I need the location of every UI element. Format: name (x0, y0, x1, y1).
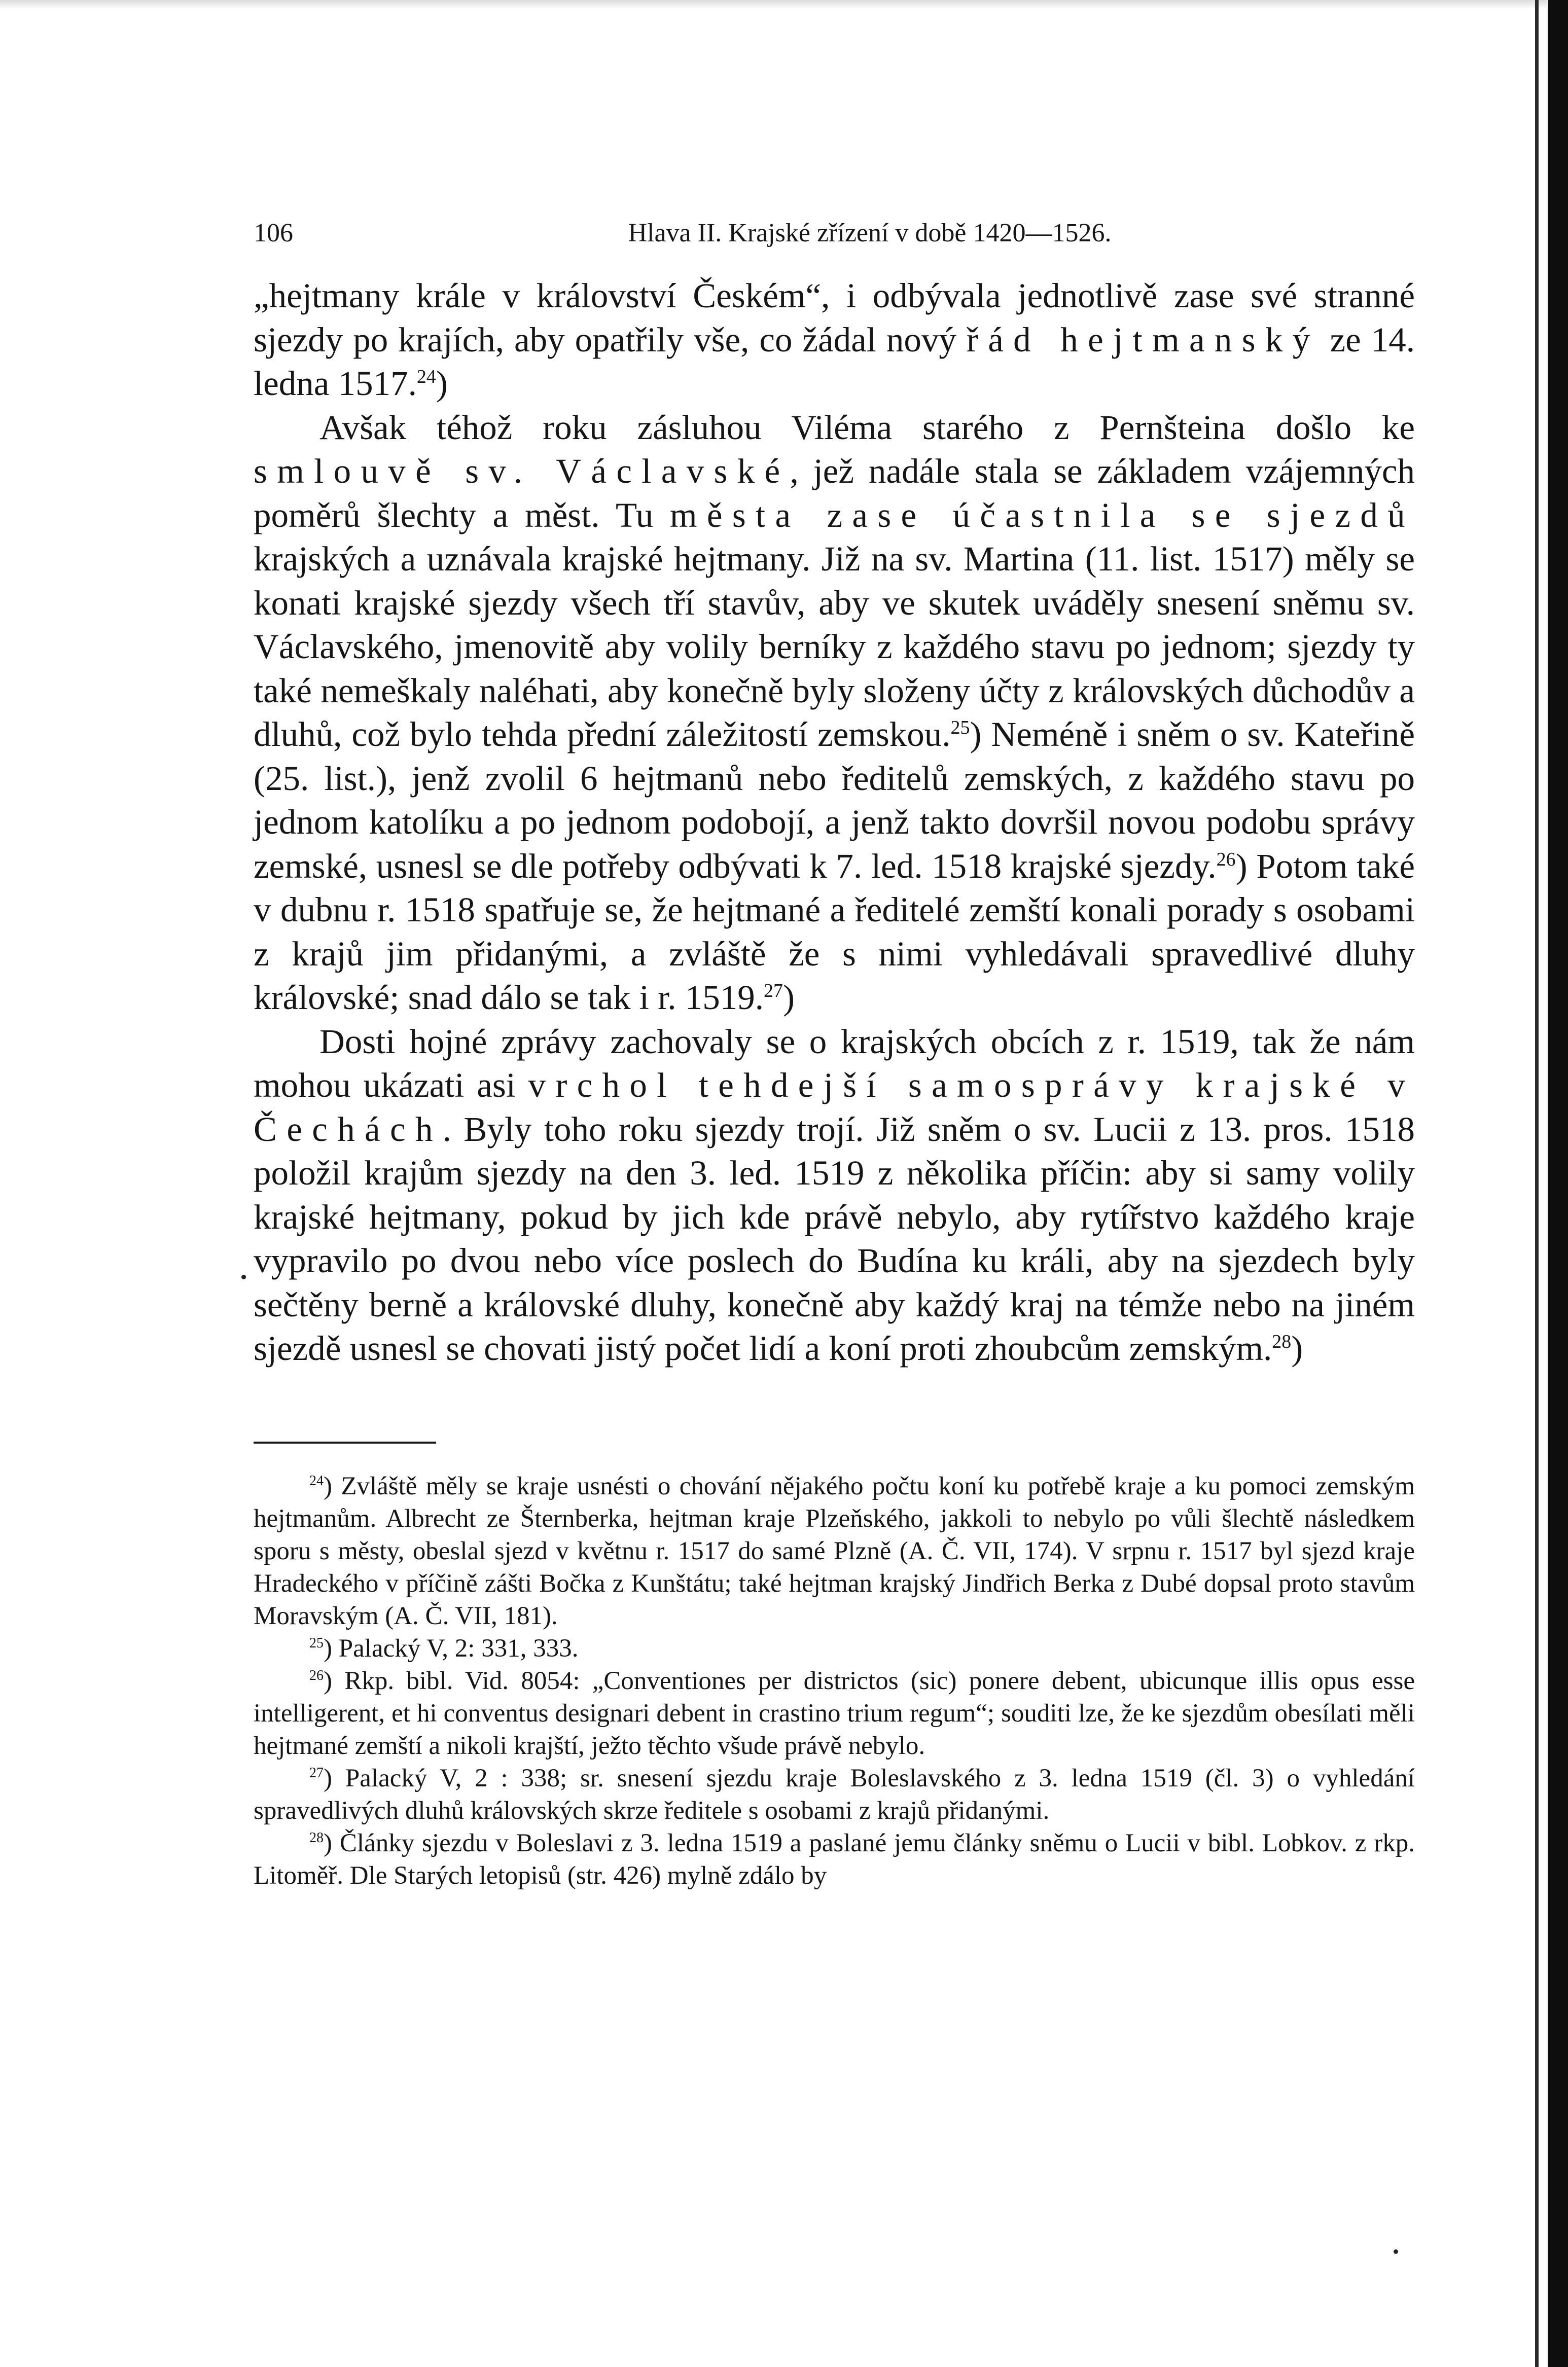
note-ref-28: 28 (1272, 1331, 1292, 1352)
footnote-text: ) Palacký V, 2 : 338; sr. snesení sjezdu kraje Boleslavského z 3. ledna 1519 (čl. 3) o vyhledání spravedlivých dluhů královských skrze ředitele s osobami z krajů přidanými. (254, 1764, 1415, 1825)
note-ref-27: 27 (764, 980, 783, 1001)
footnote-text: ) Palacký V, 2: 331, 333. (324, 1634, 579, 1663)
margin-speck (1394, 2249, 1398, 2254)
footnote-mark: 24 (309, 1473, 324, 1489)
paragraph-3-text-a: Dosti hojné zprávy zachovaly se o krajských obcích z r. 1519, tak že nám mohou ukázati asi (254, 1022, 1415, 1104)
footnote-mark: 25 (309, 1635, 324, 1651)
footnote-text: ) Rkp. bibl. Vid. 8054: „Conventiones per districtos (sic) ponere debent, ubicunque illis opus esse intelligerent, et hi conventus designari debent in crastino trium regum“; souditi lze, že ke sjezdům obesílati měli hejtmané zemští a nikoli krajští, ježto těchto všude právě nebylo. (254, 1666, 1415, 1760)
footnote-mark: 27 (309, 1765, 324, 1781)
margin-speck (241, 1275, 246, 1279)
footnote-text: ) Články sjezdu v Boleslavi z 3. ledna 1519 a paslané jemu články sněmu o Lucii v bibl. Lobkov. z rkp. Litoměř. Dle Starých letopisů (str. 426) mylně zdálo by (254, 1828, 1415, 1890)
spaced-phrase-mesta: města zase účastnila se sjezdů (669, 495, 1415, 534)
paragraph-2 (254, 406, 1415, 1020)
running-head (254, 213, 1415, 254)
footnote-24 (254, 1470, 1415, 1632)
footnote-mark: 26 (309, 1667, 324, 1683)
note-ref-25: 25 (950, 717, 970, 738)
paragraph-2-text-b: , jež nadále stala se základem vzájemných poměrů šlechty a měst. Tu (254, 452, 1415, 534)
paragraph-3-text-c: ) (1291, 1329, 1303, 1368)
paragraph-2-text-c: krajských a uznávala krajské hejtmany. Již na sv. Martina (11. list. 1517) měly se konati krajské sjezdy všech tří stavův, aby ve skutek uváděly snesení sněmu sv. Václavského, jmenovitě aby volily berníky z každého stavu po jednom; sjezdy ty také nemeškaly naléhati, aby konečně byly složeny účty z královských důchodův a dluhů, což bylo tehda přední záležitostí zemskou. (254, 540, 1415, 754)
paragraph-2-text-e: ) Potom také v dubnu r. 1518 spatřuje se, že hejtmané a ředitelé zemští konali porady s osobami z krajů jim přidanými, a zvláště že s nimi vyhledávali spravedlivé dluhy královské; snad dálo se tak i r. 1519. (254, 846, 1415, 1017)
note-ref-24: 24 (416, 366, 436, 387)
footnote-28 (254, 1827, 1415, 1892)
paragraph-2-text-a: Avšak téhož roku zásluhou Viléma starého z Pernšteina došlo ke (319, 408, 1415, 447)
spaced-phrase-smlouve: smlouvě sv. Václavské (254, 452, 790, 490)
paragraph-1 (254, 274, 1415, 406)
main-text (254, 274, 1415, 1371)
note-ref-26: 26 (1216, 848, 1236, 870)
paragraph-1-text-c: ) (436, 364, 448, 403)
footnote-27 (254, 1762, 1415, 1827)
footnote-mark: 28 (309, 1830, 324, 1846)
page-number: 106 (254, 219, 293, 247)
spaced-phrase-vrchol: vrchol tehdejší samosprávy krajské v Čechách (254, 1066, 1415, 1149)
footnote-25 (254, 1632, 1415, 1665)
footnotes (254, 1470, 1415, 1892)
scan-top-shadow (0, 0, 1547, 9)
paragraph-1-text-a: „hejtmany krále v království Českém“, i odbývala jednotlivě zase své stranné sjezdy po krajích, aby opatřily vše, co žádal nový (254, 276, 1415, 359)
scan-right-border (1548, 0, 1568, 2367)
footnote-rule (254, 1442, 436, 1444)
paragraph-3-text-b: . Byly toho roku sjezdy trojí. Již sněm o sv. Lucii z 13. pros. 1518 položil krajům sjezdy na den 3. led. 1519 z několika příčin: aby si samy volily krajské hejtmany, pokud by jich kde právě nebylo, aby rytířstvo každého kraje vypravilo po dvou nebo více poslech do Budína ku králi, aby na sjezdech byly sečtěny berně a královské dluhy, konečně aby každý kraj na témže nebo na jiném sjezdě usnesl se chovati jistý počet lidí a koní proti zhoubcům zemským. (254, 1109, 1415, 1368)
paragraph-2-text-f: ) (783, 978, 795, 1017)
paragraph-1-text-b: ze 14. ledna 1517. (254, 320, 1415, 403)
paragraph-2-text-d: ) Neméně i sněm o sv. Kateřině (25. list.), jenž zvolil 6 hejtmanů nebo ředitelů zemských, z každého stavu po jednom katolíku a po jednom podobojí, a jenž takto dovršil novou podobu správy zemské, usnesl se dle potřeby odbývati k 7. led. 1518 krajské sjezdy. (254, 715, 1415, 885)
chapter-title: Hlava II. Krajské zřízení v době 1420—1526. (628, 219, 1112, 247)
paragraph-3 (254, 1020, 1415, 1371)
footnote-text: ) Zvláště měly se kraje usnésti o chování nějakého počtu koní ku potřebě kraje a ku pomoci zemským hejtmanům. Albrecht ze Šternberka, hejtman kraje Plzeňského, jakkoli to nebylo po vůli šlechtě následkem sporu s městy, obeslal sjezd v květnu r. 1517 do samé Plzně (A. Č. VII, 174). V srpnu r. 1517 byl sjezd kraje Hradeckého v příčině zášti Bočka z Kunštátu; také hejtman krajský Jindřich Berka z Dubé dopsal proto stavům Moravským (A. Č. VII, 181). (254, 1472, 1415, 1630)
footnote-26 (254, 1665, 1415, 1762)
spaced-phrase-rad-hejtmansky: řád hejtmanský (966, 320, 1320, 359)
scan-right-line (1535, 0, 1539, 2367)
book-page (254, 213, 1415, 1892)
